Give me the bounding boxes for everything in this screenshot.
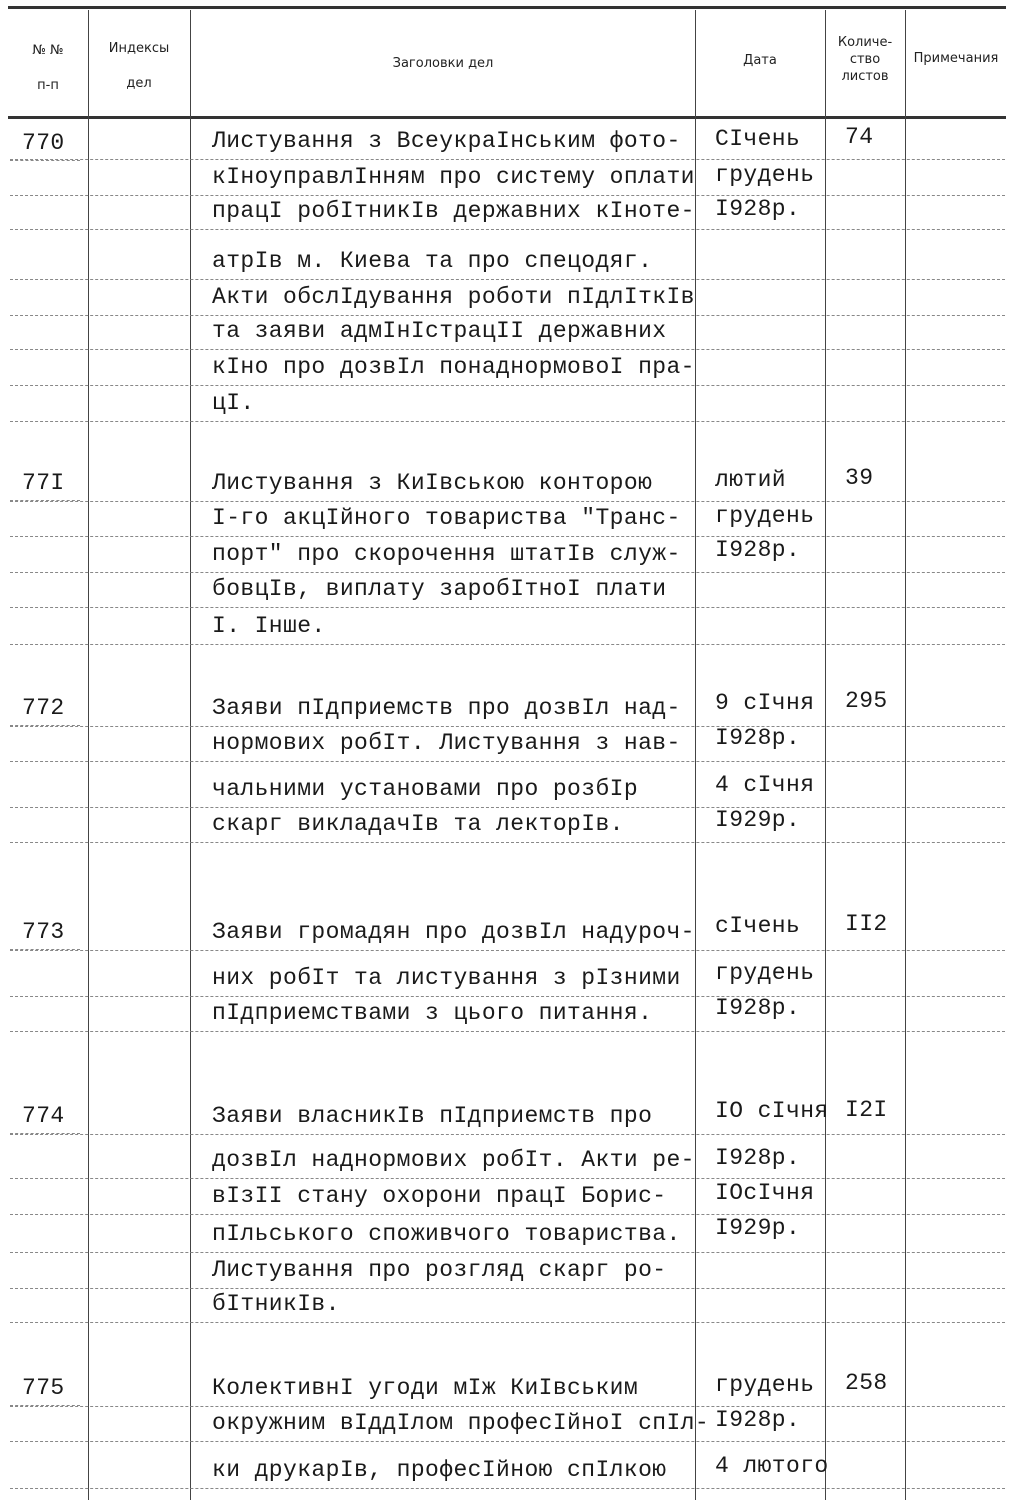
header-index-label: Индексы — [108, 41, 170, 56]
entry-sheet-count: 74 — [845, 124, 874, 150]
row-ruling — [10, 229, 1005, 230]
header-bottom-rule — [8, 116, 1006, 119]
entry-date-line: лютий — [715, 467, 787, 493]
entry-date-line: IO сIчня — [715, 1098, 829, 1124]
row-ruling — [10, 385, 1005, 386]
column-divider — [88, 10, 89, 1500]
row-ruling — [10, 607, 1005, 608]
row-ruling — [10, 315, 1005, 316]
row-ruling — [10, 1288, 1005, 1289]
entry-title-line: Заяви громадян про дозвIл надуроч- — [212, 919, 695, 945]
row-ruling — [10, 1214, 1005, 1215]
entry-number: 775 — [22, 1375, 65, 1401]
row-ruling — [10, 1031, 1005, 1032]
entry-sheet-count: I2I — [845, 1097, 888, 1123]
header-count — [826, 34, 904, 85]
entry-number: 77I — [22, 470, 65, 496]
entry-date-line: I928р. — [715, 196, 801, 222]
row-ruling — [10, 996, 1005, 997]
entry-date-line: грудень — [715, 162, 815, 188]
entry-sheet-count: 39 — [845, 465, 874, 491]
entry-title-line: Акти обслIдування роботи пIдлIткIв — [212, 284, 695, 310]
entry-title-line: чальними установами про розбIр — [212, 776, 639, 802]
entry-title-line: скарг викладачIв та лекторIв. — [212, 811, 624, 837]
entry-sheet-count: 295 — [845, 688, 888, 714]
column-divider — [905, 10, 906, 1500]
entry-date-line: сIчень — [715, 913, 801, 939]
header-count-label: Количе- — [837, 35, 893, 50]
table-top-rule — [8, 6, 1006, 9]
entry-title-line: I-го акцIйного товариства "Транс- — [212, 505, 681, 531]
row-ruling — [10, 950, 1005, 951]
row-ruling — [10, 195, 1005, 196]
entry-title-line: атрIв м. Киева та про спецодяг. — [212, 248, 653, 274]
entry-title-line: бIтникIв. — [212, 1291, 340, 1317]
row-ruling — [10, 349, 1005, 350]
column-divider — [695, 10, 696, 1500]
header-titles: Заголовки дел — [392, 56, 494, 71]
entry-number: 772 — [22, 695, 65, 721]
entry-title-line: КолективнI угоди мIж КиIвським — [212, 1375, 639, 1401]
entry-date-line: I928р. — [715, 995, 801, 1021]
entry-title-line: окружним вIддIлом професIйноI спIл- — [212, 1410, 710, 1436]
header-count-label-3: листов — [841, 69, 889, 84]
entry-date-line: грудень — [715, 503, 815, 529]
entry-date-line: I928р. — [715, 725, 801, 751]
row-ruling — [10, 572, 1005, 573]
entry-title-line: вIзII стану охорони працI Борис- — [212, 1183, 667, 1209]
entry-date-line: I928р. — [715, 1145, 801, 1171]
header-index — [90, 40, 188, 92]
entry-title-line: кIно про дозвIл понаднормовоI пра- — [212, 354, 695, 380]
header-notes: Примечания — [913, 51, 999, 66]
entry-title-line: та заяви адмIнIстрацII державних — [212, 318, 667, 344]
row-ruling — [10, 726, 1005, 727]
entry-title-line: цI. — [212, 390, 255, 416]
entry-date-line: грудень — [715, 960, 815, 986]
entry-title-line: кIноуправлIнням про систему оплати — [212, 164, 695, 190]
entry-title-line: нормових робIт. Листування з нав- — [212, 730, 681, 756]
entry-title-line: Листування з КиIвською конторою — [212, 470, 653, 496]
entry-date-line: грудень — [715, 1372, 815, 1398]
column-divider — [190, 10, 191, 1500]
entry-date-line: IOсIчня — [715, 1180, 815, 1206]
entry-date-line: 4 сIчня — [715, 772, 815, 798]
entry-title-line: ки друкарIв, професIйною спIлкою — [212, 1457, 667, 1483]
entry-date-line: 9 сIчня — [715, 690, 815, 716]
entry-title-line: Заяви пIдприемств про дозвIл над- — [212, 695, 681, 721]
row-ruling — [10, 1178, 1005, 1179]
entry-date-line: I929р. — [715, 807, 801, 833]
entry-number: 774 — [22, 1103, 65, 1129]
entry-title-line: дозвIл наднормових робIт. Акти ре- — [212, 1147, 695, 1173]
entry-title-line: порт" про скорочення штатIв служ- — [212, 541, 681, 567]
entry-sheet-count: II2 — [845, 911, 888, 937]
row-ruling — [10, 1252, 1005, 1253]
row-ruling — [10, 1488, 1005, 1489]
row-ruling — [10, 279, 1005, 280]
entry-title-line: бовцIв, виплату заробIтноI плати — [212, 576, 667, 602]
entry-number: 773 — [22, 919, 65, 945]
entry-title-line: них робIт та листування з рIзними — [212, 965, 681, 991]
row-ruling — [10, 1441, 1005, 1442]
header-index-sub: дел — [126, 76, 152, 91]
entry-sheet-count: 258 — [845, 1370, 888, 1396]
header-number-sub: п-п — [37, 78, 59, 93]
header-number-label: № № — [32, 43, 64, 58]
column-divider — [825, 10, 826, 1500]
row-ruling — [10, 1322, 1005, 1323]
row-ruling — [10, 842, 1005, 843]
row-ruling — [10, 644, 1005, 645]
entry-date-line: СIчень — [715, 126, 801, 152]
header-date: Дата — [743, 53, 777, 68]
entry-title-line: Листування про розгляд скарг ро- — [212, 1257, 667, 1283]
entry-title-line: пIльського споживчого товариства. — [212, 1221, 681, 1247]
header-number — [10, 42, 86, 94]
entry-number: 770 — [22, 130, 65, 156]
entry-date-line: 4 лютого — [715, 1453, 829, 1479]
entry-title-line: працI робIтникIв державних кIноте- — [212, 198, 695, 224]
entry-date-line: I929р. — [715, 1215, 801, 1241]
row-ruling — [10, 1134, 1005, 1135]
header-count-label-2: ство — [849, 52, 881, 67]
row-ruling — [10, 1406, 1005, 1407]
row-ruling — [10, 536, 1005, 537]
entry-title-line: Листування з ВсеукраIнським фото- — [212, 128, 681, 154]
row-ruling — [10, 501, 1005, 502]
entry-title-line: I. Iнше. — [212, 613, 326, 639]
entry-date-line: I928р. — [715, 1407, 801, 1433]
entry-title-line: пIдприемствами з цього питання. — [212, 1000, 653, 1026]
entry-date-line: I928р. — [715, 537, 801, 563]
row-ruling — [10, 761, 1005, 762]
row-ruling — [10, 159, 1005, 160]
entry-title-line: Заяви власникIв пIдприемств про — [212, 1103, 653, 1129]
row-ruling — [10, 807, 1005, 808]
row-ruling — [10, 421, 1005, 422]
number-underline — [10, 160, 80, 161]
